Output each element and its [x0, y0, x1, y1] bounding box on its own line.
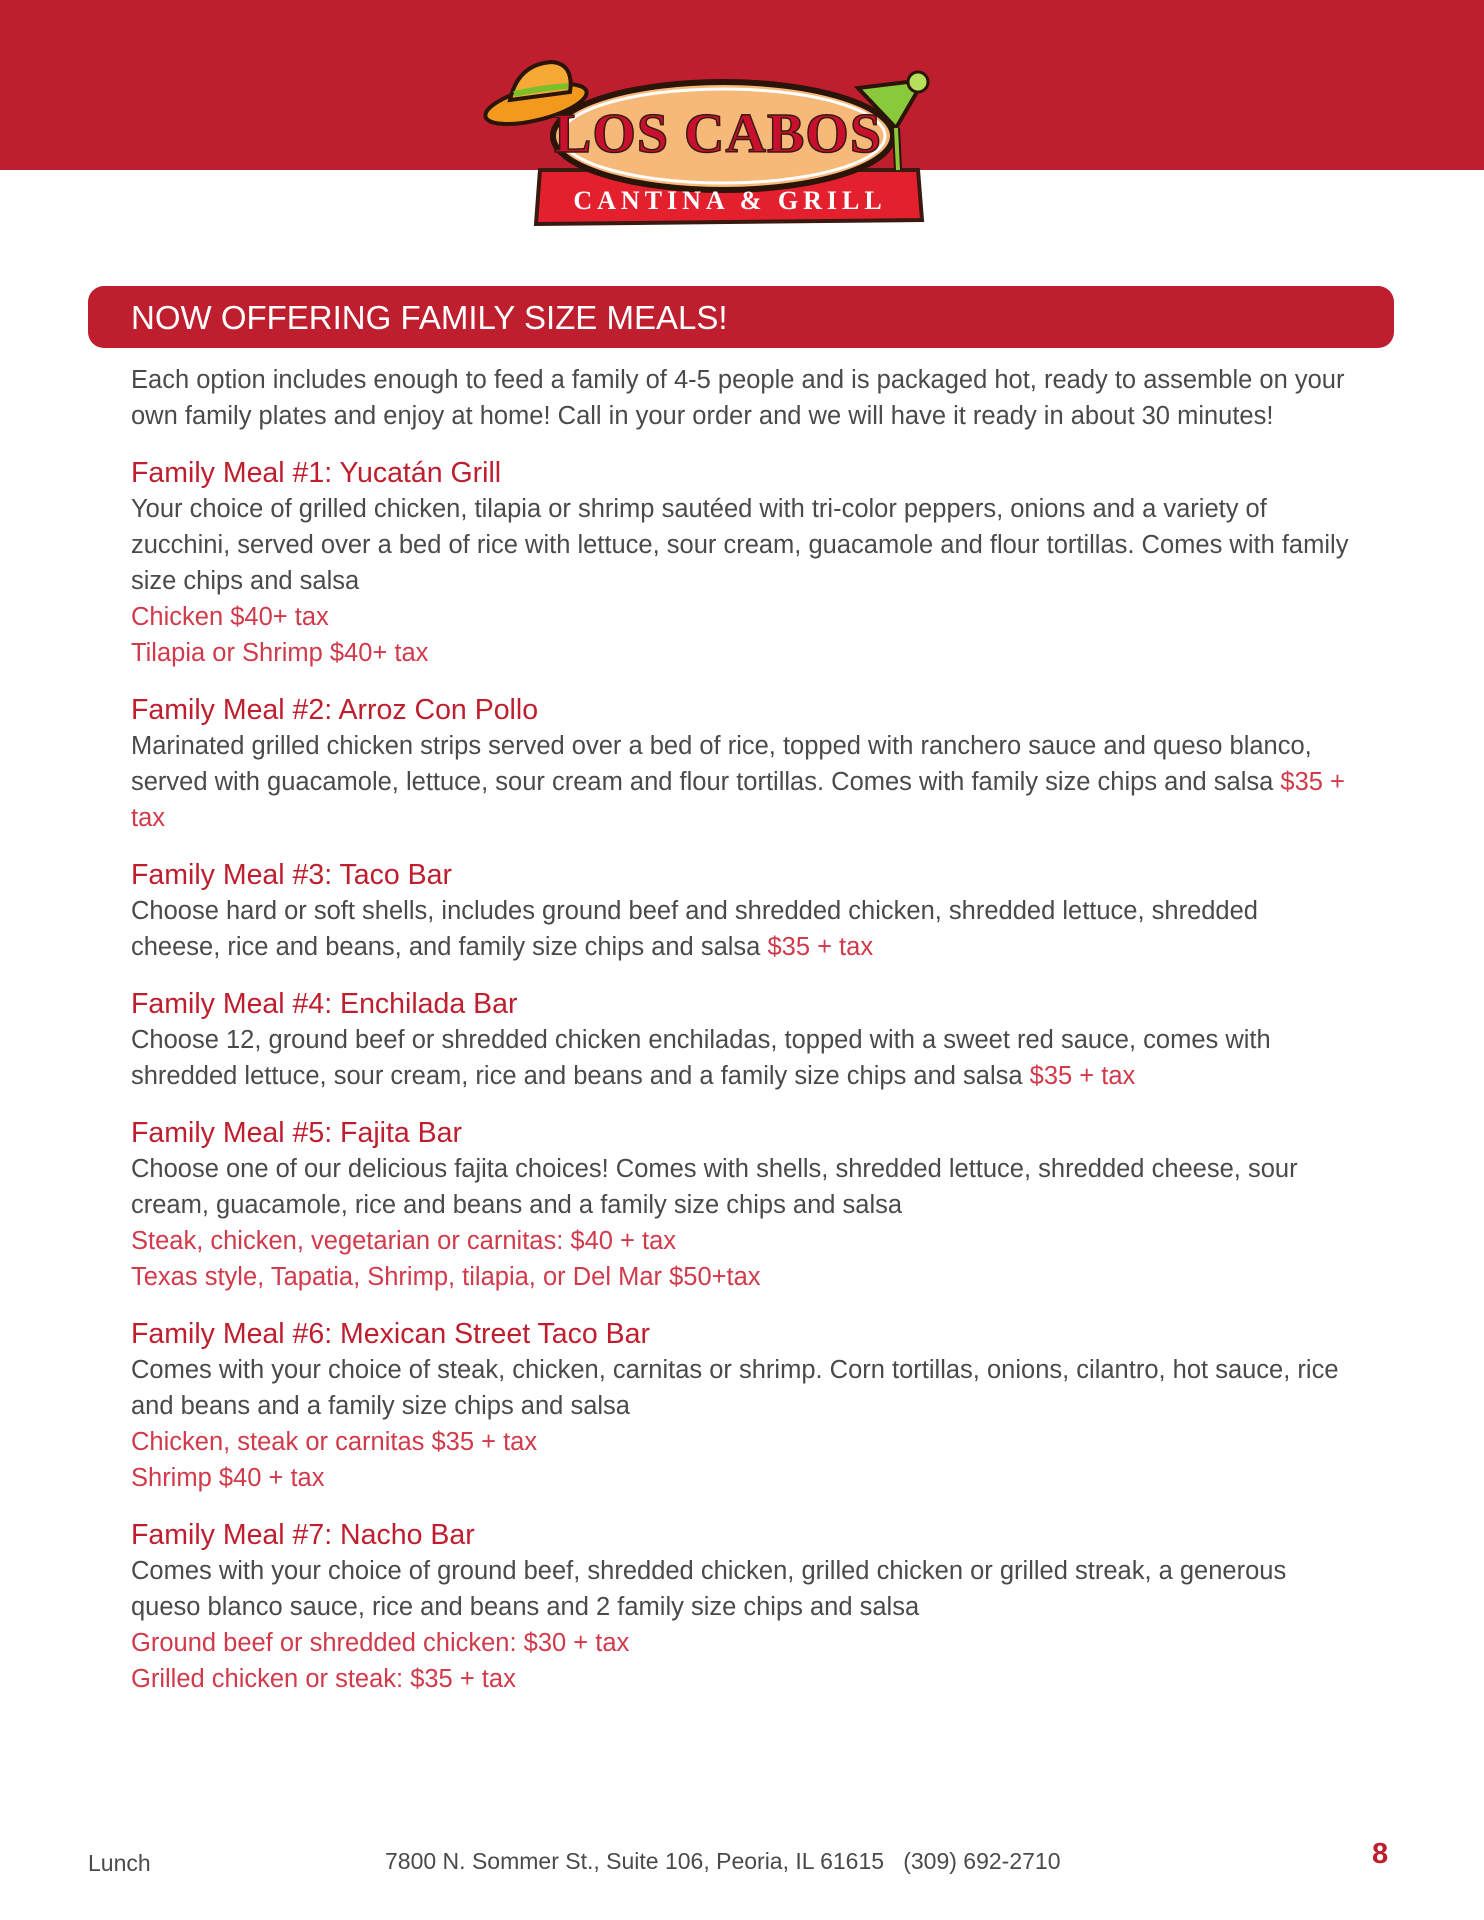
meal-item [131, 1517, 1351, 1697]
meal-title: Family Meal #1: Yucatán Grill [131, 457, 502, 489]
meal-price: Shrimp $40 + tax [131, 1464, 325, 1492]
footer-address: 7800 N. Sommer St., Suite 106, Peoria, IL 61615 (309) 692-2710 [385, 1848, 1061, 1874]
meal-item [131, 857, 1351, 965]
meal-price: Texas style, Tapatia, Shrimp, tilapia, or Del Mar $50+tax [131, 1263, 761, 1291]
meal-description: Marinated grilled chicken strips served over a bed of rice, topped with ranchero sauce and queso blanco, served with guacamole, lettuce, sour cream and flour tortillas. Comes with family size chips and salsa [131, 732, 1312, 796]
meal-item [131, 1316, 1351, 1496]
meal-price: $35 + tax [1029, 1062, 1136, 1090]
meal-item [131, 986, 1351, 1094]
logo-name: LOS CABOS [554, 103, 882, 165]
banner-title: NOW OFFERING FAMILY SIZE MEALS! [131, 299, 728, 336]
meal-item [131, 692, 1351, 836]
meal-price: Chicken, steak or carnitas $35 + tax [131, 1428, 538, 1456]
meal-title: Family Meal #7: Nacho Bar [131, 1519, 475, 1551]
meal-price: Tilapia or Shrimp $40+ tax [131, 639, 429, 667]
menu-content [131, 362, 1351, 1718]
meal-description: Choose 12, ground beef or shredded chicken enchiladas, topped with a sweet red sauce, comes with shredded lettuce, sour cream, rice and beans and a family size chips and salsa [131, 1026, 1271, 1090]
meal-title: Family Meal #6: Mexican Street Taco Bar [131, 1318, 651, 1350]
footer-section-label: Lunch [88, 1850, 151, 1876]
meal-item [131, 455, 1351, 671]
meal-description-block [131, 1022, 1351, 1094]
meal-title: Family Meal #3: Taco Bar [131, 859, 453, 891]
meal-price: Ground beef or shredded chicken: $30 + tax [131, 1629, 630, 1657]
meal-price: Grilled chicken or steak: $35 + tax [131, 1665, 516, 1693]
logo-tagline: CANTINA & GRILL [573, 186, 887, 215]
page-number: 8 [1372, 1838, 1389, 1870]
meal-description: Your choice of grilled chicken, tilapia or shrimp sautéed with tri-color peppers, onions and a variety of zucchini, served over a bed of rice with lettuce, sour cream, guacamole and flour tortillas. Comes with family size chips and salsa [131, 495, 1349, 595]
meal-price: $35 + tax [767, 933, 874, 961]
meal-description-block [131, 728, 1351, 836]
meal-title: Family Meal #5: Fajita Bar [131, 1117, 463, 1149]
meal-price: $35 + tax [131, 768, 1345, 832]
los-cabos-logo [478, 58, 938, 230]
meal-title: Family Meal #4: Enchilada Bar [131, 988, 518, 1020]
meal-description: Choose hard or soft shells, includes ground beef and shredded chicken, shredded lettuce, shredded cheese, rice and beans, and family size chips and salsa [131, 897, 1258, 961]
meal-title: Family Meal #2: Arroz Con Pollo [131, 694, 539, 726]
meal-description: Comes with your choice of ground beef, shredded chicken, grilled chicken or grilled streak, a generous queso blanco sauce, rice and beans and 2 family size chips and salsa [131, 1557, 1287, 1621]
meal-description: Choose one of our delicious fajita choices! Comes with shells, shredded lettuce, shredded cheese, sour cream, guacamole, rice and beans and a family size chips and salsa [131, 1155, 1298, 1219]
meal-price: Steak, chicken, vegetarian or carnitas: $40 + tax [131, 1227, 677, 1255]
meal-description: Comes with your choice of steak, chicken, carnitas or shrimp. Corn tortillas, onions, cilantro, hot sauce, rice and beans and a family size chips and salsa [131, 1356, 1339, 1420]
meal-description-block [131, 893, 1351, 965]
announcement-banner [88, 286, 1394, 348]
meal-price: Chicken $40+ tax [131, 603, 329, 631]
intro-paragraph: Each option includes enough to feed a family of 4-5 people and is packaged hot, ready to assemble on your own family plates and enjoy at home! Call in your order and we will have it ready in about 30 minutes! [131, 366, 1345, 430]
meal-item [131, 1115, 1351, 1295]
